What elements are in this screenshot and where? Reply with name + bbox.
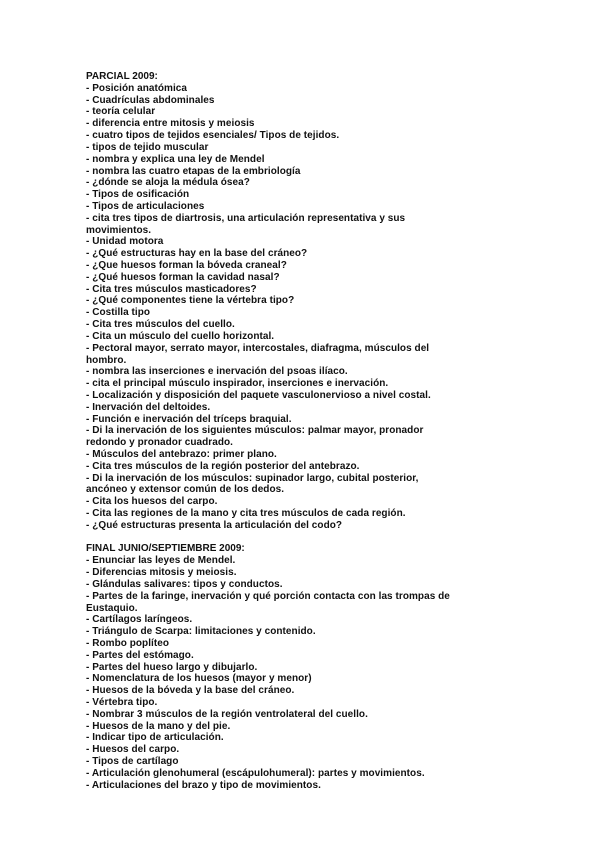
question-line: hombro. xyxy=(86,354,127,366)
question-line: - Partes de la faringe, inervación y qué porción contacta con las trompas de xyxy=(86,590,450,602)
question-line: - Rombo poplíteo xyxy=(86,637,170,649)
question-line: - diferencia entre mitosis y meiosis xyxy=(86,118,255,130)
question-line: - teoría celular xyxy=(86,106,156,118)
question-line: - Cuadrículas abdominales xyxy=(86,94,215,106)
question-line: - Enunciar las leyes de Mendel. xyxy=(86,555,236,567)
question-line: - Huesos de la mano y del pie. xyxy=(86,720,231,732)
question-line: - Huesos del carpo. xyxy=(86,744,180,756)
question-line: - Cita tres músculos masticadores? xyxy=(86,283,257,295)
section-heading: FINAL JUNIO/SEPTIEMBRE 2009: xyxy=(86,543,245,555)
section-gap xyxy=(86,532,580,544)
question-line: Eustaquio. xyxy=(86,602,138,614)
question-line: - ¿dónde se aloja la médula ósea? xyxy=(86,177,250,189)
question-line: - Cita un músculo del cuello horizontal. xyxy=(86,330,275,342)
question-line: - Cita los huesos del carpo. xyxy=(86,496,218,508)
question-line: - ¿Qué estructuras presenta la articulación del codo? xyxy=(86,519,343,531)
question-line: redondo y pronador cuadrado. xyxy=(86,437,233,449)
section-heading: PARCIAL 2009: xyxy=(86,71,158,82)
question-line: - Triángulo de Scarpa: limitaciones y contenido. xyxy=(86,626,316,638)
question-line: - Partes del estómago. xyxy=(86,649,194,661)
question-line: - Cita tres músculos de la región posterior del antebrazo. xyxy=(86,460,360,472)
question-line: - Inervación del deltoides. xyxy=(86,401,211,413)
question-line: - ¿Qué componentes tiene la vértebra tipo? xyxy=(86,295,295,307)
question-line: - Partes del hueso largo y dibujarlo. xyxy=(86,661,258,673)
question-line: - Indicar tipo de articulación. xyxy=(86,732,224,744)
question-line: - Tipos de articulaciones xyxy=(86,200,205,212)
question-line: - Posición anatómica xyxy=(86,82,188,94)
question-line: - Diferencias mitosis y meiosis. xyxy=(86,567,237,579)
question-line: - Cita las regiones de la mano y cita tres músculos de cada región. xyxy=(86,508,406,520)
question-line: - Nombrar 3 músculos de la región ventrolateral del cuello. xyxy=(86,708,368,720)
question-line: - Di la inervación de los siguientes músculos: palmar mayor, pronador xyxy=(86,425,424,437)
question-line: - ¿Qué huesos forman la cavidad nasal? xyxy=(86,271,280,283)
question-line: movimientos. xyxy=(86,224,152,236)
question-line: - Vértebra tipo. xyxy=(86,697,158,709)
question-line: - nombra y explica una ley de Mendel xyxy=(86,153,265,165)
question-line: - Tipos de osificación xyxy=(86,189,190,201)
question-line: - Costilla tipo xyxy=(86,307,151,319)
question-line: - Articulación glenohumeral (escápulohumeral): partes y movimientos. xyxy=(86,767,425,779)
question-line: - Huesos de la bóveda y la base del cráneo. xyxy=(86,685,295,697)
question-line: - Unidad motora xyxy=(86,236,164,248)
question-line: - Localización y disposición del paquete vasculonervioso a nivel costal. xyxy=(86,389,431,401)
question-line: - Cita tres músculos del cuello. xyxy=(86,319,235,331)
question-line: - Tipos de cartílago xyxy=(86,756,179,768)
question-line: - Di la inervación de los músculos: supinador largo, cubital posterior, xyxy=(86,472,419,484)
question-line: - Nomenclatura de los huesos (mayor y menor) xyxy=(86,673,312,685)
question-line: - Cartílagos laríngeos. xyxy=(86,614,193,626)
question-line: - nombra las cuatro etapas de la embriología xyxy=(86,165,301,177)
question-line: - Articulaciones del brazo y tipo de movimientos. xyxy=(86,779,321,791)
question-line: - tipos de tejido muscular xyxy=(86,141,209,153)
question-line: - Pectoral mayor, serrato mayor, intercostales, diafragma, músculos del xyxy=(86,342,430,354)
question-line: - cita el principal músculo inspirador, inserciones e inervación. xyxy=(86,378,389,390)
question-line: - cita tres tipos de diartrosis, una articulación representativa y sus xyxy=(86,212,406,224)
question-line: - cuatro tipos de tejidos esenciales/ Tipos de tejidos. xyxy=(86,130,340,142)
question-line: - ¿Qué estructuras hay en la base del cráneo? xyxy=(86,248,308,260)
question-line: - Músculos del antebrazo: primer plano. xyxy=(86,449,277,460)
question-line: - nombra las inserciones e inervación del psoas ilíaco. xyxy=(86,366,348,378)
question-line: - Glándulas salivares: tipos y conductos. xyxy=(86,578,283,590)
question-line: - ¿Que huesos forman la bóveda craneal? xyxy=(86,260,287,271)
question-line: - Función e inervación del tríceps braquial. xyxy=(86,413,292,425)
question-line: ancóneo y extensor común de los dedos. xyxy=(86,484,285,496)
